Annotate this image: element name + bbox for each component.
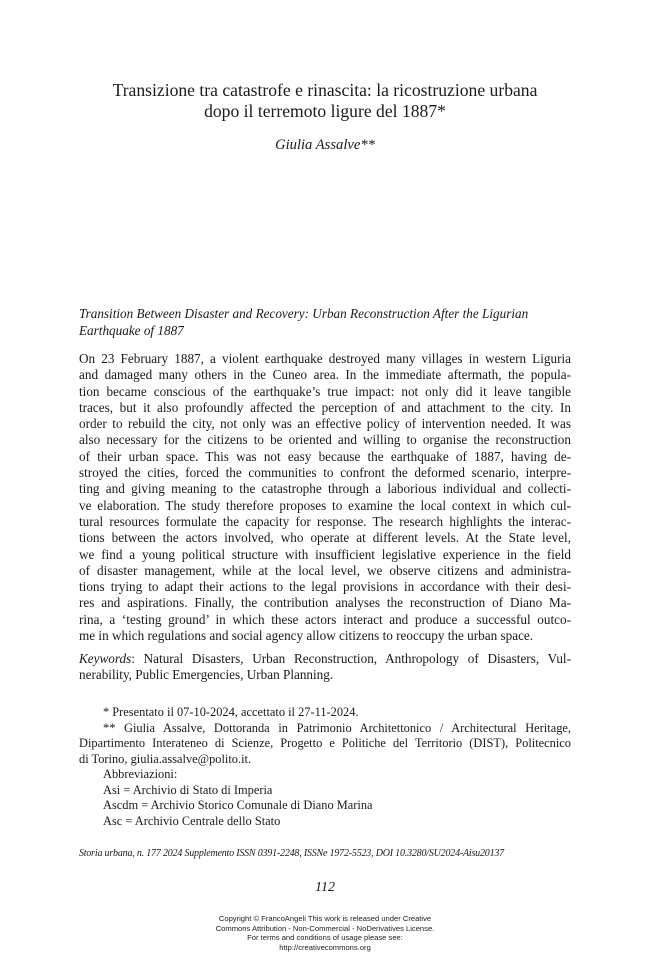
abstract-line: tion became conscious of the earthquake’s true impact: not only did it leave tangible [79,383,571,399]
license-notice [60,914,590,952]
abstract-line: of their urban space. This was not easy because the earthquake of 1887, having de- [79,448,571,464]
abstract-line: stroyed the cities, forced the communities to confront the deformed scenario, interpre- [79,465,571,481]
page-number: 112 [315,880,335,895]
keywords-line: nerability, Public Emergencies, Urban Planning. [79,667,334,683]
abstract-line: tural resources formulate the capacity for response. The research highlights the interac- [79,513,571,529]
license-line: Copyright © FrancoAngeli This work is released under Creative [218,914,432,923]
abstract-line: On 23 February 1887, a violent earthquake destroyed many villages in western Liguria [79,351,571,366]
author-note-line: Dipartimento Interateneo di Scienze, Progetto e Politiche del Territorio (DIST), Politecnico [79,736,571,750]
keywords-text: : Natural Disasters, Urban Reconstruction, Anthropology of Disasters, Vul- [131,651,571,666]
english-title-line: Transition Between Disaster and Recovery: Urban Reconstruction After the Ligurian [79,306,529,321]
license-line: http://creativecommons.org [279,942,371,952]
article-title [60,80,590,122]
license-line: Commons Attribution - Non-Commercial - NoDerivatives License. [215,923,435,933]
title-line: Transizione tra catastrofe e rinascita: la ricostruzione urbana [112,80,538,100]
abstract-line: we find a young political structure with insufficient legislative experience in the field [79,546,571,562]
abstract-line: tions trying to adapt their actions to the legal provisions in accordance with their desi- [79,579,571,595]
english-title-line: Earthquake of 1887 [79,322,184,338]
abstract-line: res and aspirations. Finally, the contribution analyses the reconstruction of Diano Ma- [79,595,571,611]
author-note-line: ** Giulia Assalve, Dottoranda in Patrimonio Architettonico / Architectural Heritage, [103,720,571,735]
license-line: For terms and conditions of usage please see: [247,933,403,943]
abbreviation-item: Asi = Archivio di Stato di Imperia [103,782,273,797]
abbreviations-heading: Abbreviazioni: [103,767,178,781]
abstract-line: me in which regulations and social agency allow citizens to reoccupy the urban space. [79,628,534,644]
author-note-line: di Torino, giulia.assalve@polito.it. [79,751,252,766]
keywords-label: Keywords [79,651,132,666]
keywords [79,651,571,684]
abstract-line: tions between the actors involved, who operate at different levels. At the State level, [79,530,571,546]
abstract-line: of disaster management, while at the local level, we observe citizens and administra- [79,562,571,578]
english-title [79,306,571,339]
author-name: Giulia Assalve** [275,137,375,153]
footnotes [79,705,571,829]
journal-citation: Storia urbana, n. 177 2024 Supplemento ISSN 0391-2248, ISSNe 1972-5523, DOI 10.3280/SU2024-Aisu20137 [79,848,504,859]
abbreviation-item: Asc = Archivio Centrale dello Stato [103,813,281,828]
abstract-line: rina, a ‘testing ground’ in which these actors interact and produce a successful outco- [79,611,571,627]
title-line: dopo il terremoto ligure del 1887* [204,101,446,121]
abstract-line: ting and giving meaning to the catastrophe through a laborious individual and collecti- [79,481,571,497]
abstract-line: traces, but it also profoundly affected the perception of and attachment to the city. In [79,399,571,415]
presented-note: * Presentato il 07-10-2024, accettato il 27-11-2024. [103,705,359,719]
keywords-line [79,651,571,667]
abstract [79,351,571,644]
abstract-line: order to rebuild the city, not only was an effective policy of intervention needed. It was [79,416,571,432]
abstract-line: also necessary for the citizens to be oriented and willing to organise the reconstruction [79,432,571,448]
abstract-line: ve elaboration. The study therefore proposes to examine the local context in which cul- [79,497,571,513]
abbreviation-item: Ascdm = Archivio Storico Comunale di Diano Marina [103,798,373,812]
abstract-line: and damaged many others in the Cuneo area. In the immediate aftermath, the popula- [79,367,571,383]
